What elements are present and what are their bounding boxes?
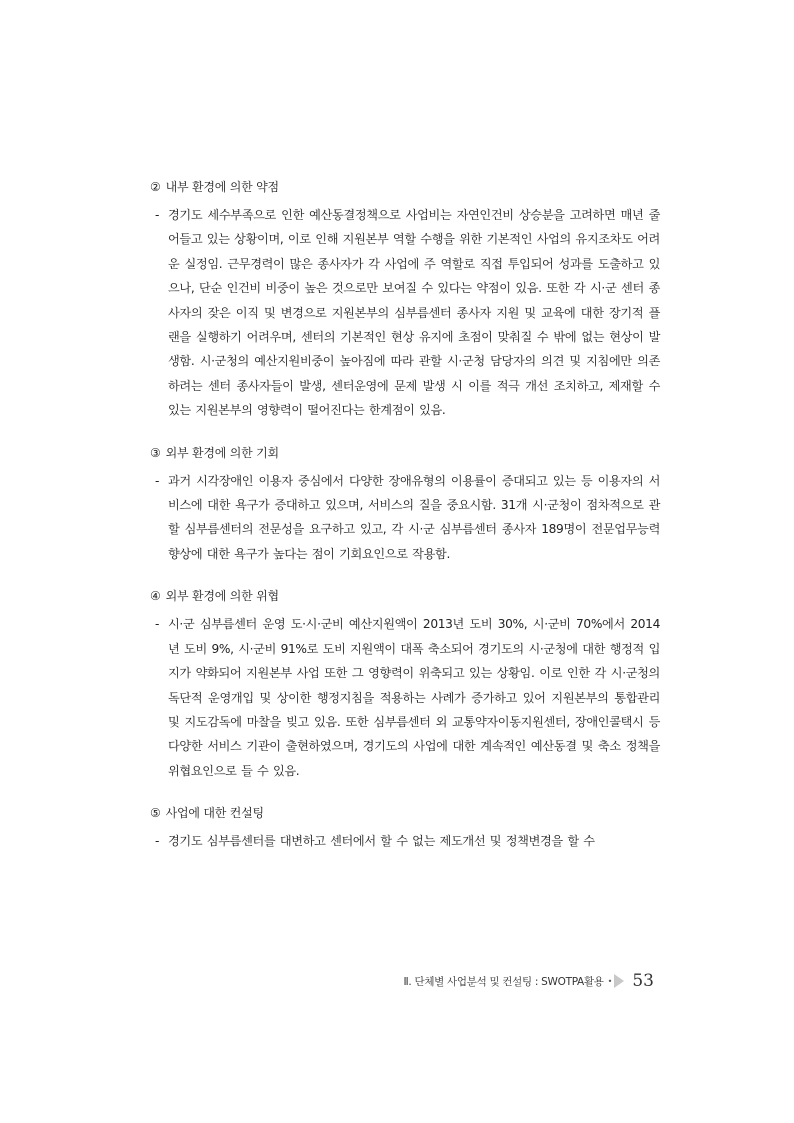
section-paragraph (150, 829, 660, 853)
section-title: 외부 환경에 의한 기회 (165, 445, 279, 460)
paragraph-text: 경기도 세수부족으로 인한 예산동결정책으로 사업비는 자연인건비 상승분을 고려하면 매년 줄어들고 있는 상황이며, 이로 인해 지원본부 역할 수행을 위한 기본적인 사업의 유지조차도 어려운 실정임. 근무경력이 많은 종사자가 각 사업에 주 역할로 직접 투입되어 성과를 도출하고 있으나, 단순 인건비 비중이 높은 것으로만 보여질 수 있다는 약점이 있음. 또한 각 시·군 센터 종사자의 잦은 이직 및 변경으로 지원본부의 심부름센터 종사자 지원 및 교육에 대한 장기적 플랜을 실행하기 어려우며, 센터의 기본적인 현상 유지에 초점이 맞춰질 수 밖에 없는 현상이 발생함. 시·군청의 예산지원비중이 높아짐에 따라 관할 시·군청 담당자의 의견 및 지침에만 의존하려는 센터 종사자들이 발생, 센터운영에 문제 발생 시 이를 적극 개선 조치하고, 제재할 수 있는 지원본부의 영향력이 떨어진다는 한계점이 있음. (168, 208, 660, 418)
section-threat (150, 587, 660, 783)
section-title: 외부 환경에 의한 위협 (165, 589, 279, 604)
section-weakness (150, 178, 660, 423)
section-consulting (150, 804, 660, 853)
bullet-dash: - (155, 208, 160, 222)
section-title: 내부 환경에 의한 약점 (165, 180, 279, 194)
section-opportunity (150, 444, 660, 567)
paragraph-text: 과거 시각장애인 이용자 중심에서 다양한 장애유형의 이용률이 증대되고 있는 등 이용자의 서비스에 대한 욕구가 증대하고 있으며, 서비스의 질을 중요시함. 31개 시·군청이 점차적으로 관할 심부름센터의 전문성을 요구하고 있고, 각 시·군 심부름센터 종사자 189명이 전문업무능력 향상에 대한 욕구가 높다는 점이 기회요인으로 작용함. (168, 473, 660, 561)
section-number: ⑤ (150, 806, 161, 821)
section-number: ③ (150, 445, 161, 460)
section-heading (150, 804, 660, 822)
section-heading (150, 178, 660, 196)
paragraph-text: 경기도 심부름센터를 대변하고 센터에서 할 수 없는 제도개선 및 정책변경을 할 수 (168, 834, 595, 849)
separator-dot: • (607, 976, 613, 986)
bullet-dash: - (155, 473, 160, 488)
chapter-label: Ⅱ. 단체별 사업분석 및 컨설팅 : SWOTPA활용 (403, 975, 604, 988)
section-paragraph (150, 469, 660, 567)
page-number: 53 (632, 971, 654, 991)
document-body (150, 178, 660, 875)
arrow-icon (614, 974, 624, 988)
section-paragraph (150, 612, 660, 783)
page-footer (0, 970, 654, 992)
section-paragraph (150, 203, 660, 423)
section-number: ② (150, 180, 161, 194)
section-heading (150, 587, 660, 605)
bullet-dash: - (155, 617, 160, 632)
paragraph-text: 시·군 심부름센터 운영 도·시·군비 예산지원액이 2013년 도비 30%, 시·군비 70%에서 2014년 도비 9%, 시·군비 91%로 도비 지원액이 대폭 축소되어 경기도의 시·군청에 대한 행정적 입지가 약화되어 지원본부 사업 또한 그 영향력이 위축되고 있는 상황임. 이로 인한 각 시·군청의 독단적 운영개입 및 상이한 행정지침을 적용하는 사례가 증가하고 있어 지원본부의 통합관리 및 지도감독에 마찰을 빚고 있음. 또한 심부름센터 외 교통약자이동지원센터, 장애인콜택시 등 다양한 서비스 기관이 출현하였으며, 경기도의 사업에 대한 계속적인 예산동결 및 축소 정책을 위협요인으로 들 수 있음. (168, 617, 660, 778)
section-heading (150, 444, 660, 462)
bullet-dash: - (155, 834, 160, 849)
section-title: 사업에 대한 컨설팅 (165, 806, 264, 821)
section-number: ④ (150, 589, 161, 604)
